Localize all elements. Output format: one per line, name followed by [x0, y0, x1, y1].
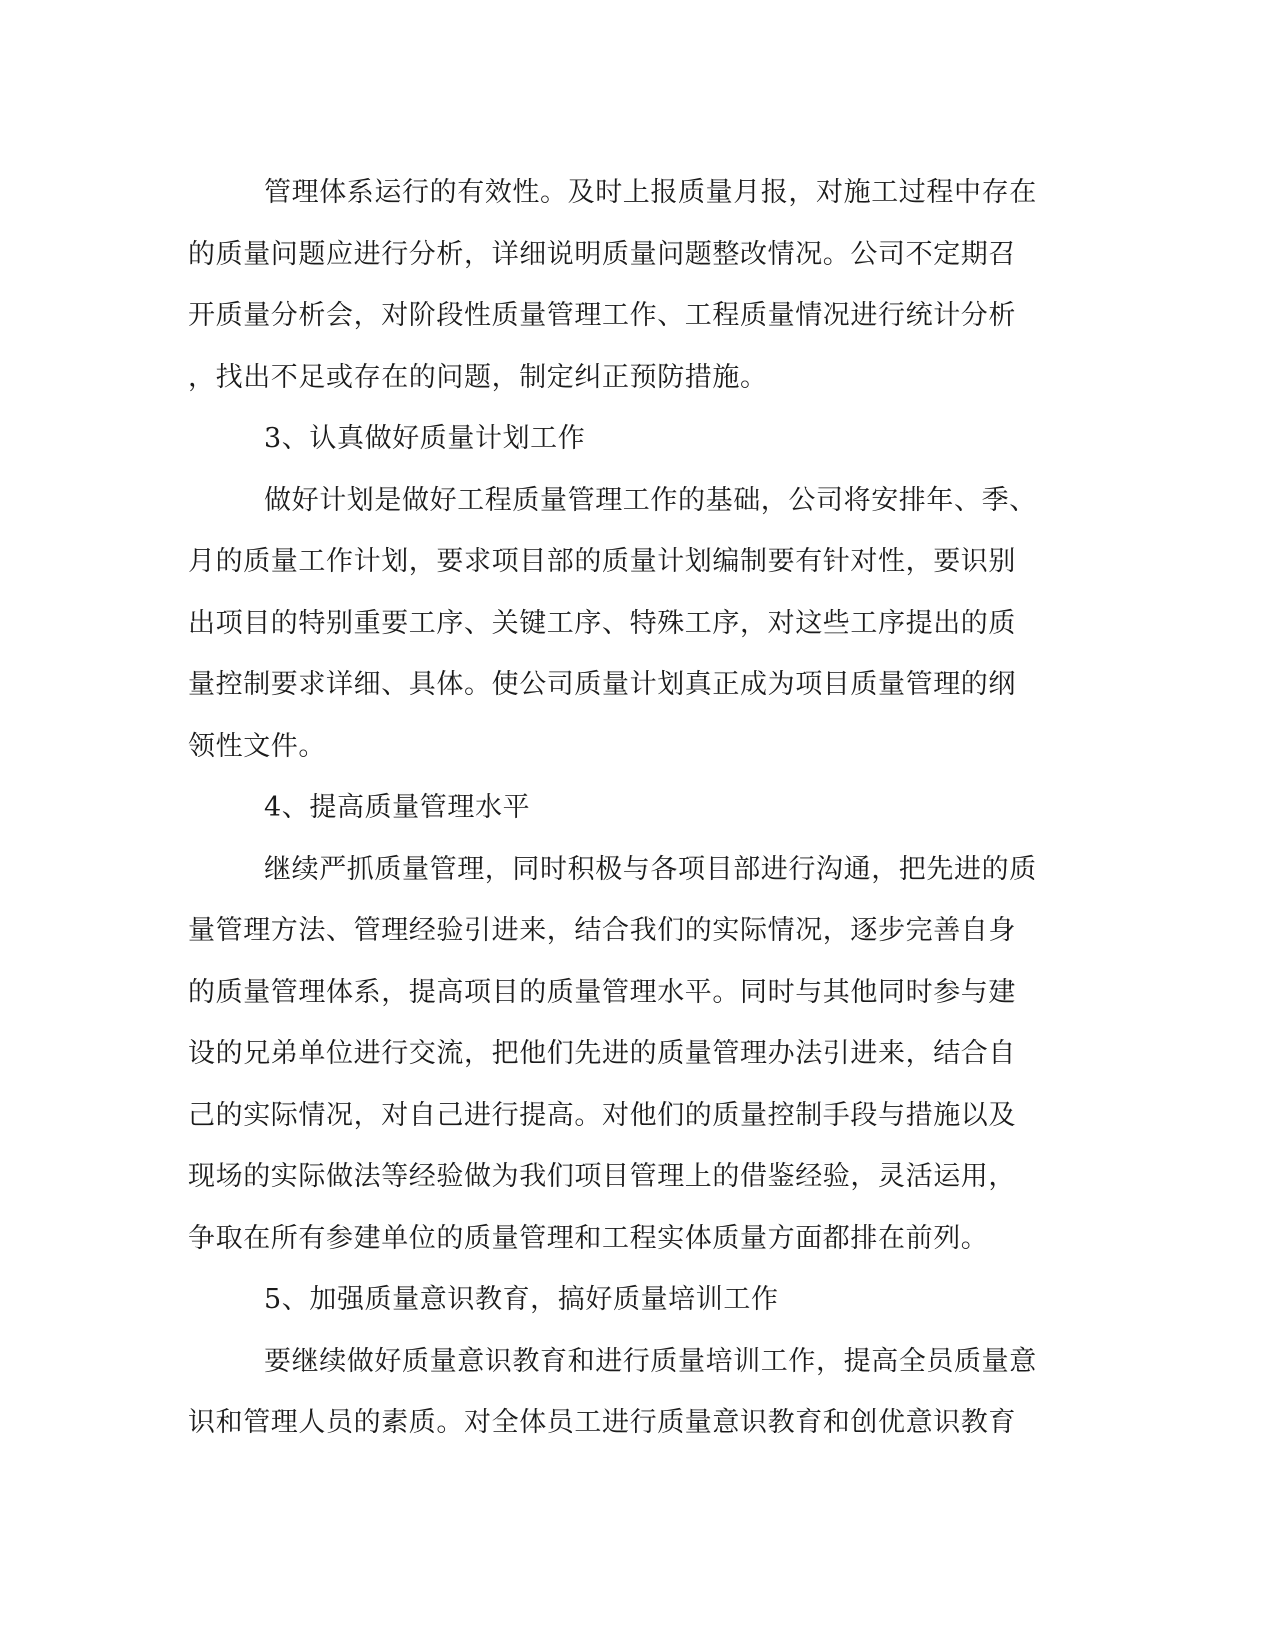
paragraph-line: 现场的实际做法等经验做为我们项目管理上的借鉴经验，灵活运用， [188, 1161, 1016, 1192]
paragraph-line: 开质量分析会，对阶段性质量管理工作、工程质量情况进行统计分析 [188, 300, 1016, 331]
paragraph-line: 争取在所有参建单位的质量管理和工程实体质量方面都排在前列。 [188, 1222, 989, 1254]
paragraph-line: 的质量问题应进行分析，详细说明质量问题整改情况。公司不定期召 [188, 238, 1016, 270]
paragraph-line: 领性文件。 [188, 730, 326, 762]
paragraph-line: 要继续做好质量意识教育和进行质量培训工作，提高全员质量意 [264, 1345, 1037, 1377]
section-heading-5: 5、加强质量意识教育，搞好质量培训工作 [264, 1284, 779, 1315]
paragraph-line: 管理体系运行的有效性。及时上报质量月报，对施工过程中存在 [264, 177, 1037, 208]
section-heading-3: 3、认真做好质量计划工作 [264, 423, 586, 454]
paragraph-line: 设的兄弟单位进行交流，把他们先进的质量管理办法引进来，结合自 [188, 1038, 1016, 1069]
paragraph-line: 做好计划是做好工程质量管理工作的基础，公司将安排年、季、 [264, 484, 1037, 516]
paragraph-line: 月的质量工作计划，要求项目部的质量计划编制要有针对性，要识别 [188, 546, 1016, 577]
paragraph-line: 量控制要求详细、具体。使公司质量计划真正成为项目质量管理的纲 [188, 669, 1016, 700]
paragraph-line: 的质量管理体系，提高项目的质量管理水平。同时与其他同时参与建 [188, 976, 1016, 1008]
paragraph-line: 继续严抓质量管理，同时积极与各项目部进行沟通，把先进的质 [264, 853, 1037, 885]
section-heading-4: 4、提高质量管理水平 [264, 792, 531, 823]
paragraph-line: 己的实际情况，对自己进行提高。对他们的质量控制手段与措施以及 [188, 1099, 1016, 1131]
paragraph-line: 出项目的特别重要工序、关键工序、特殊工序，对这些工序提出的质 [188, 607, 1016, 639]
paragraph-line: 量管理方法、管理经验引进来，结合我们的实际情况，逐步完善自身 [188, 915, 1016, 946]
paragraph-line: 识和管理人员的素质。对全体员工进行质量意识教育和创优意识教育 [188, 1407, 1016, 1438]
paragraph-line: ，找出不足或存在的问题，制定纠正预防措施。 [188, 361, 768, 393]
document-body [188, 162, 1068, 1454]
